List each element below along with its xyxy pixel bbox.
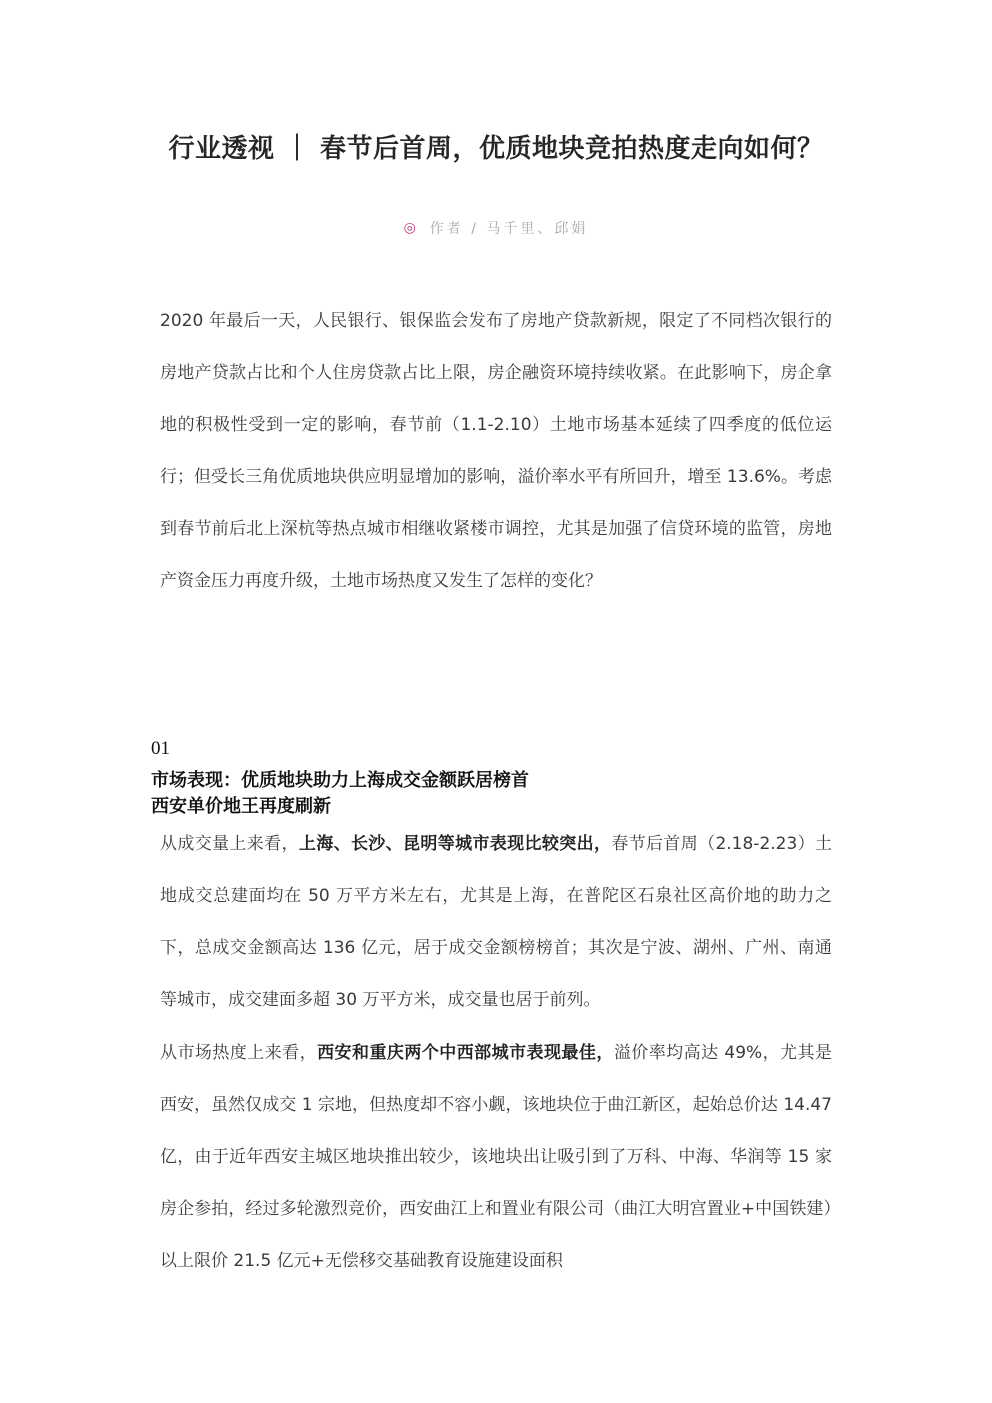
section-heading-line2: 西安单价地王再度刷新	[151, 796, 331, 817]
highlighted-text: 上海、长沙、昆明等城市表现比较突出，	[298, 834, 612, 854]
paragraph-text: 从成交量上来看，	[160, 834, 299, 854]
section-number: 01	[151, 738, 170, 759]
section-heading-line1: 市场表现：优质地块助力上海成交金额跃居榜首	[151, 770, 529, 791]
section-paragraph-heat	[160, 1027, 832, 1287]
paragraph-text: 从市场热度上来看，	[160, 1043, 318, 1063]
byline	[0, 218, 992, 238]
section-paragraph-volume	[160, 818, 832, 1026]
article-title: 行业透视 ｜ 春节后首周，优质地块竞拍热度走向如何？	[168, 134, 824, 164]
byline-text: 作者 / 马千里、邱娟	[429, 221, 589, 237]
highlighted-text: 西安和重庆两个中西部城市表现最佳，	[317, 1043, 614, 1063]
paragraph-text: 溢价率均高达 49%，尤其是西安，虽然仅成交 1 宗地，但热度却不容小觑，该地块位于曲江新区，起始总价达 14.47 亿，由于近年西安主城区地块推出较少，该地块出让吸引到了万科、中海、华润等 15 家房企参拍，经过多轮激烈竞价，西安曲江上和置业有限公司（曲江大明宫置业+中国铁建）以上限价 21.5 亿元+无偿移交基础教育设施建设面积	[160, 1043, 832, 1271]
intro-paragraph: 2020 年最后一天，人民银行、银保监会发布了房地产贷款新规，限定了不同档次银行的房地产贷款占比和个人住房贷款占比上限，房企融资环境持续收紧。在此影响下，房企拿地的积极性受到一定的影响，春节前（1.1-2.10）土地市场基本延续了四季度的低位运行；但受长三角优质地块供应明显增加的影响，溢价率水平有所回升，增至 13.6%。考虑到春节前后北上深杭等热点城市相继收紧楼市调控，尤其是加强了信贷环境的监管，房地产资金压力再度升级，土地市场热度又发生了怎样的变化？	[160, 311, 832, 591]
byline-marker-icon: ◎	[403, 220, 416, 236]
paragraph-text: 春节后首周（2.18-2.23）土地成交总建面均在 50 万平方米左右，尤其是上海，在普陀区石泉社区高价地的助力之下，总成交金额高达 136 亿元，居于成交金额榜榜首；其次是宁波、湖州、广州、南通等城市，成交建面多超 30 万平方米，成交量也居于前列。	[160, 834, 833, 1010]
